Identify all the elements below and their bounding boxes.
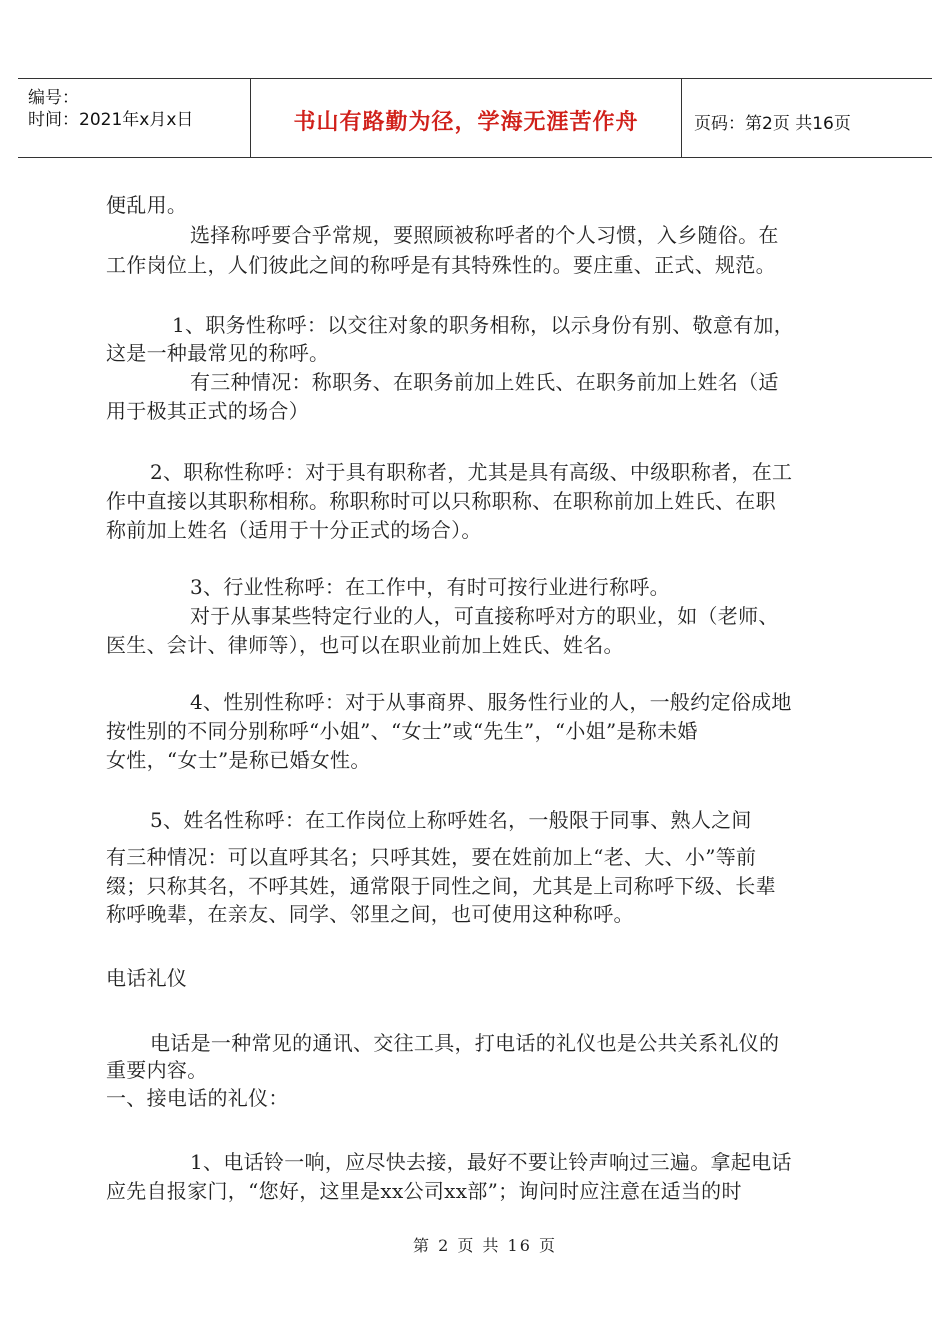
header-motto: 书山有路勤为径，学海无涯苦作舟 [293,110,639,135]
body-line: 5、姓名性称呼：在工作岗位上称呼姓名，一般限于同事、熟人之间 [150,808,752,832]
subsection-heading: 一、接电话的礼仪： [106,1086,289,1110]
body-line: 1、职务性称呼：以交往对象的职务相称，以示身份有别、敬意有加， [172,313,795,337]
body-line: 有三种情况：可以直呼其名；只呼其姓，要在姓前加上“老、大、小”等前 [106,845,757,869]
body-line: 4、性别性称呼：对于从事商界、服务性行业的人，一般约定俗成地 [190,690,792,714]
body-line: 应先自报家门，“您好，这里是xx公司xx部”；询问时应注意在适当的时 [106,1179,742,1203]
body-line: 有三种情况：称职务、在职务前加上姓氏、在职务前加上姓名（适 [190,370,779,394]
section-heading: 电话礼仪 [106,966,188,990]
body-line: 电话是一种常见的通讯、交往工具，打电话的礼仪也是公共关系礼仪的 [150,1031,780,1055]
body-line: 便乱用。 [106,193,188,217]
body-line: 这是一种最常见的称呼。 [106,341,330,365]
body-line: 对于从事某些特定行业的人，可直接称呼对方的职业，如（老师、 [190,604,779,628]
document-number-label: 编号： [28,88,79,108]
page-footer: 第 2 页 共 16 页 [413,1236,557,1255]
body-line: 按性别的不同分别称呼“小姐”、“女士”或“先生”，“小姐”是称未婚 [106,719,698,743]
body-line: 缀；只称其名，不呼其姓，通常限于同性之间，尤其是上司称呼下级、长辈 [106,874,776,898]
body-line: 重要内容。 [106,1058,208,1082]
body-line: 工作岗位上，人们彼此之间的称呼是有其特殊性的。要庄重、正式、规范。 [106,253,776,277]
body-line: 作中直接以其职称相称。称职称时可以只称职称、在职称前加上姓氏、在职 [106,489,776,513]
header-page-cell [682,79,932,157]
body-line: 选择称呼要合乎常规，要照顾被称呼者的个人习惯，入乡随俗。在 [190,223,779,247]
document-header [18,78,932,158]
body-line: 3、行业性称呼：在工作中，有时可按行业进行称呼。 [190,575,670,599]
body-line: 医生、会计、律师等），也可以在职业前加上姓氏、姓名。 [106,633,624,657]
document-time-label: 时间：2021年x月x日 [28,110,194,130]
header-page-number: 页码：第2页 共16页 [694,114,851,134]
body-line: 称前加上姓名（适用于十分正式的场合）。 [106,518,482,542]
body-line: 用于极其正式的场合） [106,399,309,423]
body-line: 1、电话铃一响，应尽快去接，最好不要让铃声响过三遍。拿起电话 [190,1150,792,1174]
header-meta-cell [18,79,251,157]
body-line: 2、职称性称呼：对于具有职称者，尤其是具有高级、中级职称者，在工 [150,460,793,484]
body-line: 女性，“女士”是称已婚女性。 [106,748,371,772]
header-motto-cell [251,79,682,157]
body-line: 称呼晚辈，在亲友、同学、邻里之间，也可使用这种称呼。 [106,902,634,926]
